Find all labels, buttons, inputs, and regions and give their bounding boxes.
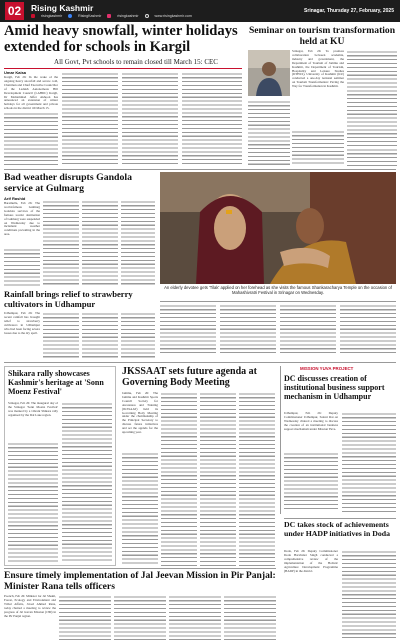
social-handle[interactable]: RisingKashmir [78, 14, 102, 18]
shikara-headline: Shikara rally showcases Kashmir's heritage at 'Sonn Moenz Festival' [8, 369, 104, 396]
jjm-body-col4 [169, 595, 221, 640]
jkssaat-body-col2 [161, 392, 197, 566]
divider [4, 568, 276, 569]
photo-story-col1 [160, 304, 216, 356]
divider [4, 169, 396, 170]
divider [4, 68, 242, 69]
seminar-headline: Seminar on tourism transformation held at KU [248, 25, 396, 47]
haadp-body: Doda, Feb 26: Deputy Commissioner Doda Harvinder Singh conducted a comprehensive review of the implementation of the Holistic Agriculture Development Programme (HADP) in the district. [284, 550, 338, 573]
divider [4, 362, 396, 363]
social-handle[interactable]: risingkashmir [117, 14, 139, 18]
mission-yuva-body-col2 [342, 412, 396, 512]
social-links [31, 13, 192, 19]
paper-name: Rising Kashmir [31, 3, 94, 13]
jjm-body-col2 [59, 595, 111, 640]
divider [284, 518, 396, 519]
photo-story-col2 [220, 304, 276, 356]
jkssaat-body-cont [122, 452, 158, 566]
lead-byline: Umar Kaisa [4, 70, 27, 75]
jjm-body-col5 [224, 595, 276, 640]
photo-story-col4 [340, 304, 396, 356]
website-link[interactable]: www.risingkashmir.com [154, 14, 192, 18]
seminar-photo [248, 50, 290, 96]
mission-yuva-headline: DC discusses creation of institutional business support mechanism in Udhampur [284, 374, 385, 401]
gandola-body-col4 [121, 200, 155, 286]
seminar-body-col4 [347, 148, 397, 166]
jjm-body: Poonch, Feb 26: Minister for Jal Shakti, Forest, Ecology and Environment and Tribal Affairs, Javed Ahmed Rana, today chaired a meeting to review the progress of Jal Jeevan Mission (JJM) in the Pir Panjal region. [4, 595, 56, 618]
jkssaat-body-col4 [239, 392, 275, 566]
compensation-body-col4 [121, 312, 155, 360]
gandola-headline: Bad weather disrupts Gandola service at Gulmarg [4, 172, 133, 194]
lead-body-col1-cont [4, 112, 58, 166]
shikara-body: Srinagar, Feb 26: The inaugural day of the Srinagar 'Sonn Moenz Festival' was marked by a vibrant Shikara rally organised by the Dal Lake region. [8, 402, 58, 417]
lead-headline: Amid heavy snowfall, winter holidays extended for schools in Kargil [4, 23, 238, 55]
jkssaat-body-col3 [200, 392, 236, 566]
devotee-photo [160, 172, 396, 284]
mission-yuva-body-cont [284, 452, 338, 512]
shikara-body-cont [8, 442, 58, 562]
jkssaat-headline: JKSSAAT sets future agenda at Governing Body Meeting [122, 366, 258, 388]
mission-yuva-body: Udhampur, Feb 26: Deputy Commissioner Udhampur, Saloni Rai on Wednesday chaired a meeting to discuss the creation of an institutional business support mechanism under Mission Yuva. [284, 412, 338, 431]
issue-info: Srinagar, Thursday 27, February, 2025 [304, 8, 394, 14]
compensation-headline: Rainfall brings relief to strawberry cultivators in Udhampur [4, 289, 133, 309]
page-number: 02 [5, 2, 24, 20]
seminar-body-col1-cont [248, 100, 290, 166]
masthead [0, 0, 400, 22]
haadp-body-col2 [342, 550, 396, 640]
shikara-body-col2 [62, 402, 112, 562]
social-icon[interactable] [68, 14, 72, 18]
social-handle[interactable]: risingkashmir [41, 14, 63, 18]
seminar-body-col3 [292, 130, 344, 166]
divider [160, 301, 396, 302]
jkssaat-body: Jammu, Feb 26: The Jammu and Kashmir Sports Council Society for Awareness and Training (JKSSAAT) held its Governing Body Meeting under the chairmanship of the Principal Secretary to discuss future initiatives and set the agenda for the upcoming year. [122, 392, 158, 435]
gandola-body-col3 [82, 200, 118, 286]
lead-subhead: All Govt, Pvt schools to remain closed till March 15: CEC [54, 58, 218, 66]
haadp-headline: DC takes stock of achievements under HADP initiatives in Doda [284, 520, 390, 538]
lead-body-col4 [182, 72, 242, 166]
seminar-body-col2 [347, 50, 397, 146]
social-icon[interactable] [31, 14, 35, 18]
lead-body-col3 [122, 72, 178, 166]
gandola-body-col2 [43, 200, 79, 286]
gandola-body: Baramulla, Feb 26: The world-famous Gulmarg Gandola services of the famous tourist destination of Gulmarg were suspended on Wednesday due to inclement weather conditions prevailing in the area. [4, 202, 40, 237]
compensation-body: Udhampur, Feb 26: The recent rainfall has brought relief to strawberry cultivators in Udhampur who had been facing severe losses due to the dry spell. [4, 312, 40, 335]
jjm-body-col3 [114, 595, 166, 640]
gandola-byline: Arif Rashid [4, 196, 26, 201]
jjm-headline: Ensure timely implementation of Jal Jeevan Mission in Pir Panjal: Minister Rana tells officers [4, 570, 276, 592]
compensation-body-col2 [43, 312, 79, 360]
compensation-body-col3 [82, 312, 118, 360]
lead-body-col1: Kargil, Feb 26: In the wake of the ongoing heavy snowfall and severe cold, Chairman and Chief Executive Councillor of the Ladakh Autonomous Hill Development Council (LAHDC) Kargil, Dr Mohammad Jaffer Akhoon has announced an extension of winter holidays for all government and private schools in the district till March 15. [4, 76, 58, 111]
lead-body-col2 [62, 72, 118, 166]
gandola-body-cont [4, 248, 40, 286]
social-icon[interactable] [107, 14, 111, 18]
seminar-body: Srinagar, Feb 26: To promote collaboration between academia, industry and government, the Department of Tourism of Jammu and Kashmir, the Department of Tourism, Hospitality and Leisure Studies (DTHLS), University of Kashmir (KU) conducted a one-day national seminar on Tourism Transformation: Paving the Way for Transformation in Kashmir. [292, 50, 344, 89]
devotee-photo-caption: An elderly devotee gets 'Tilak' applied on her forehead as she visits the famous Shankaracharya Temple on the occasion of Mahashivratri Festival in Srinagar on Wednesday. [164, 285, 392, 295]
mission-yuva-kicker: MISSION YUVA PROJECT [300, 366, 354, 371]
globe-icon [145, 14, 149, 18]
photo-story-col3 [280, 304, 336, 356]
